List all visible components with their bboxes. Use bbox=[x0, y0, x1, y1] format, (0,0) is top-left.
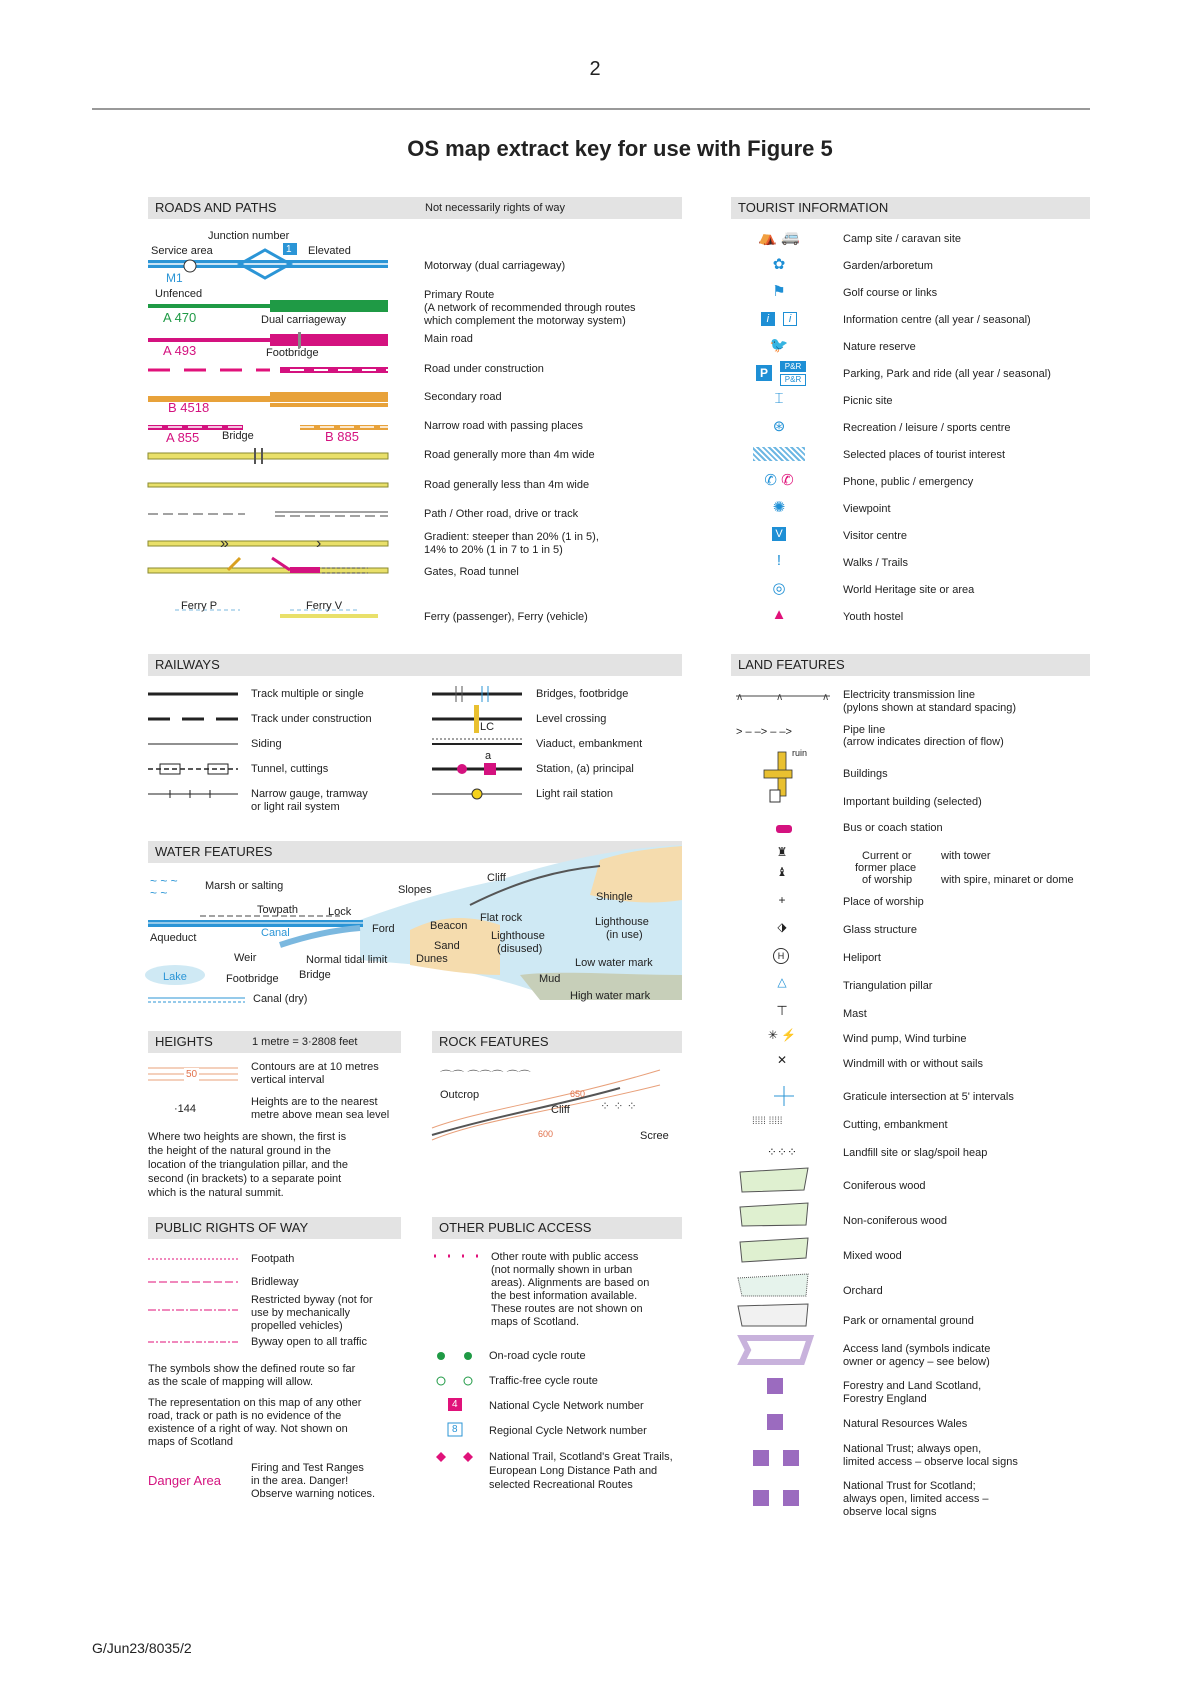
garden-icon: ✿ bbox=[772, 256, 786, 273]
rail-item-level-crossing: Level crossing bbox=[536, 713, 607, 725]
wind-pump-turbine-icon: ✳ ⚡ bbox=[767, 1028, 797, 1042]
land-item-buildings: Buildings bbox=[843, 768, 888, 780]
water-shingle: Shingle bbox=[596, 891, 633, 903]
water-disused: (disused) bbox=[497, 943, 543, 955]
land-item-nonconiferous: Non-coniferous wood bbox=[843, 1215, 947, 1227]
opa-other2: (not normally shown in urban bbox=[491, 1264, 633, 1276]
road-item-path: Path / Other road, drive or track bbox=[424, 508, 579, 520]
danger-text2: in the area. Danger! bbox=[251, 1475, 349, 1487]
heights-note2: the height of the natural ground in the bbox=[148, 1145, 331, 1157]
label-a470: A 470 bbox=[163, 310, 197, 325]
spot-text2: metre above mean sea level bbox=[251, 1109, 390, 1121]
land-item-electricity-note: (pylons shown at standard spacing) bbox=[843, 702, 1017, 714]
rcn-number: 8 bbox=[452, 1424, 458, 1435]
rail-item-light-station: Light rail station bbox=[536, 788, 614, 800]
water-high-water: High water mark bbox=[570, 990, 651, 1002]
rock-600: 600 bbox=[538, 1129, 554, 1139]
prow-header: PUBLIC RIGHTS OF WAY bbox=[148, 1217, 401, 1239]
label-a855: A 855 bbox=[166, 430, 200, 445]
svg-text:»: » bbox=[220, 535, 229, 552]
rock-scree: Scree bbox=[640, 1130, 669, 1142]
prow-note2b: road, track or path is no evidence of the bbox=[148, 1410, 342, 1422]
svg-text:∧: ∧ bbox=[776, 692, 784, 703]
svg-text:∧: ∧ bbox=[822, 692, 830, 703]
prow-note2a: The representation on this map of any other bbox=[148, 1397, 362, 1409]
ruin-label: ruin bbox=[792, 748, 808, 758]
rail-item-tunnel: Tunnel, cuttings bbox=[251, 763, 329, 775]
land-item-heliport: Heliport bbox=[843, 952, 881, 964]
ncn-number: 4 bbox=[452, 1399, 458, 1410]
land-item-forestry2: Forestry England bbox=[843, 1393, 927, 1405]
railways-header: RAILWAYS bbox=[148, 654, 682, 676]
prow-note2d: maps of Scotland bbox=[148, 1436, 233, 1448]
tourist-item-viewpoint: Viewpoint bbox=[843, 503, 891, 515]
label-dual-carriageway: Dual carriageway bbox=[261, 314, 346, 326]
parking-p: P bbox=[756, 365, 772, 381]
tourist-item-camp: Camp site / caravan site bbox=[843, 233, 961, 245]
mast-icon: ⊤ bbox=[776, 1003, 788, 1018]
water-cliff: Cliff bbox=[487, 872, 506, 884]
land-item-nts1: National Trust for Scotland; bbox=[843, 1480, 976, 1492]
spot-height: ·144 bbox=[174, 1103, 197, 1115]
prow-restricted2: use by mechanically bbox=[251, 1307, 351, 1319]
rail-lc-label: LC bbox=[480, 721, 495, 733]
svg-text:∧: ∧ bbox=[736, 692, 744, 703]
park-ride-outline: P&R bbox=[780, 374, 806, 386]
opa-other1: Other route with public access bbox=[491, 1251, 639, 1263]
prow-note1a: The symbols show the defined route so far bbox=[148, 1363, 356, 1375]
tourist-item-visitor: Visitor centre bbox=[843, 530, 907, 542]
water-footbridge: Footbridge bbox=[226, 973, 279, 985]
water-dunes: Dunes bbox=[416, 953, 448, 965]
phone-icon: ✆ ✆ bbox=[764, 472, 794, 489]
land-item-landfill: Landfill site or slag/spoil heap bbox=[843, 1147, 988, 1159]
opa-other5: These routes are not shown on bbox=[491, 1303, 643, 1315]
place-of-worship-icon: + bbox=[778, 893, 786, 907]
tourist-item-golf: Golf course or links bbox=[843, 287, 938, 299]
svg-text:⁘ ⁘ ⁘: ⁘ ⁘ ⁘ bbox=[600, 1099, 637, 1113]
worship-tower-icon: ♜ bbox=[776, 845, 788, 859]
tourist-item-walks: Walks / Trails bbox=[843, 557, 908, 569]
land-item-graticule: Graticule intersection at 5' intervals bbox=[843, 1091, 1014, 1103]
info-icon-outline: i bbox=[783, 312, 797, 326]
roads-header-title: ROADS AND PATHS bbox=[155, 200, 277, 215]
rail-item-siding: Siding bbox=[251, 738, 282, 750]
tourist-item-phone: Phone, public / emergency bbox=[843, 476, 974, 488]
label-a493: A 493 bbox=[163, 343, 197, 358]
water-normal-tidal: Normal tidal limit bbox=[306, 954, 388, 966]
rail-item-track: Track multiple or single bbox=[251, 688, 364, 700]
opa-other6: maps of Scotland. bbox=[491, 1316, 580, 1328]
contour-text2: vertical interval bbox=[251, 1074, 325, 1086]
heliport-icon: H bbox=[773, 948, 789, 964]
walks-icon: ! bbox=[776, 552, 782, 569]
contour-text1: Contours are at 10 metres bbox=[251, 1061, 379, 1073]
water-marsh: Marsh or salting bbox=[205, 880, 284, 892]
land-item-important-building: Important building (selected) bbox=[843, 796, 982, 808]
road-item-ferry: Ferry (passenger), Ferry (vehicle) bbox=[424, 611, 588, 623]
label-elevated: Elevated bbox=[308, 245, 351, 257]
rail-item-light-rail: or light rail system bbox=[251, 801, 340, 813]
road-item-over4m: Road generally more than 4m wide bbox=[424, 449, 595, 461]
opa-ncn: National Cycle Network number bbox=[489, 1400, 644, 1412]
svg-text:›: › bbox=[316, 535, 322, 552]
land-item-nrw: Natural Resources Wales bbox=[843, 1418, 968, 1430]
opa-onroad: On-road cycle route bbox=[489, 1350, 586, 1362]
triangulation-icon: △ bbox=[777, 975, 787, 989]
water-canal: Canal bbox=[261, 927, 290, 939]
land-item-access2: owner or agency – see below) bbox=[843, 1356, 990, 1368]
land-item-nt1: National Trust; always open, bbox=[843, 1443, 982, 1455]
camp-caravan-icon: ⛺ 🚐 bbox=[758, 229, 800, 246]
danger-area: Danger Area bbox=[148, 1473, 221, 1488]
road-item-primary-note2: which complement the motorway system) bbox=[424, 315, 626, 327]
world-heritage-icon: ◎ bbox=[772, 580, 786, 597]
water-mud: Mud bbox=[539, 973, 561, 985]
road-item-motorway: Motorway (dual carriageway) bbox=[424, 260, 566, 272]
water-slopes: Slopes bbox=[398, 884, 432, 896]
land-item-nts3: observe local signs bbox=[843, 1506, 937, 1518]
glass-structure-icon: ⬗ bbox=[777, 920, 787, 934]
prow-restricted3: propelled vehicles) bbox=[251, 1320, 343, 1332]
svg-text:⁞⁞⁞⁞⁞ ⁞⁞⁞⁞⁞: ⁞⁞⁞⁞⁞ ⁞⁞⁞⁞⁞ bbox=[752, 1116, 783, 1127]
info-icon-solid: i bbox=[761, 312, 775, 326]
rail-item-construction: Track under construction bbox=[251, 713, 372, 725]
prow-note2c: existence of a right of way. Not shown on bbox=[148, 1423, 348, 1435]
prow-restricted1: Restricted byway (not for bbox=[251, 1294, 373, 1306]
road-item-gradient1: Gradient: steeper than 20% (1 in 5), bbox=[424, 531, 599, 543]
heights-note1: Where two heights are shown, the first is bbox=[148, 1131, 347, 1143]
label-ferry-v: Ferry V bbox=[306, 600, 343, 612]
rail-item-narrow-gauge: Narrow gauge, tramway bbox=[251, 788, 368, 800]
water-canal-dry: Canal (dry) bbox=[253, 993, 308, 1005]
road-item-under4m: Road generally less than 4m wide bbox=[424, 479, 590, 491]
rail-a-label: a bbox=[485, 750, 492, 762]
worship-label3: of worship bbox=[862, 874, 913, 886]
svg-text:~ ~: ~ ~ bbox=[150, 886, 168, 900]
water-bridge: Bridge bbox=[299, 969, 331, 981]
road-item-gates: Gates, Road tunnel bbox=[424, 566, 519, 578]
opa-rcn: Regional Cycle Network number bbox=[489, 1425, 647, 1437]
water-low-water: Low water mark bbox=[575, 957, 653, 969]
land-item-mast: Mast bbox=[843, 1008, 867, 1020]
page-number: 2 bbox=[589, 58, 601, 80]
svg-text:⌒⌒ ⌒⌒⌒ ⌒⌒: ⌒⌒ ⌒⌒⌒ ⌒⌒ bbox=[440, 1069, 531, 1083]
road-item-primary: Primary Route bbox=[424, 289, 495, 301]
label-m1: M1 bbox=[166, 271, 183, 285]
land-item-wind: Wind pump, Wind turbine bbox=[843, 1033, 967, 1045]
heights-note3: location of the triangulation pillar, and the bbox=[148, 1159, 348, 1171]
road-item-narrow: Narrow road with passing places bbox=[424, 420, 583, 432]
water-flat-rock: Flat rock bbox=[480, 912, 523, 924]
land-item-park: Park or ornamental ground bbox=[843, 1315, 974, 1327]
rock-650: 650 bbox=[570, 1089, 586, 1099]
spot-text1: Heights are to the nearest bbox=[251, 1096, 378, 1108]
water-lighthouse-in-use: Lighthouse bbox=[595, 916, 649, 928]
road-item-gradient2: 14% to 20% (1 in 7 to 1 in 5) bbox=[424, 544, 563, 556]
tourist-item-parking: Parking, Park and ride (all year / seasonal) bbox=[843, 368, 1051, 380]
tourist-item-picnic: Picnic site bbox=[843, 395, 893, 407]
water-lake: Lake bbox=[163, 971, 187, 983]
heights-header-note: 1 metre = 3·2808 feet bbox=[252, 1036, 358, 1048]
road-item-construction: Road under construction bbox=[424, 363, 544, 375]
land-item-cutting: Cutting, embankment bbox=[843, 1119, 948, 1131]
opa-trail2: European Long Distance Path and bbox=[489, 1465, 658, 1477]
land-item-forestry1: Forestry and Land Scotland, bbox=[843, 1380, 982, 1392]
golf-icon: ⚑ bbox=[772, 283, 786, 300]
windmill-icon: ✕ bbox=[776, 1053, 788, 1067]
water-beacon: Beacon bbox=[430, 920, 468, 932]
land-item-orchard: Orchard bbox=[843, 1285, 883, 1297]
prow-byway: Byway open to all traffic bbox=[251, 1336, 367, 1348]
prow-footpath: Footpath bbox=[251, 1253, 295, 1265]
prow-bridleway: Bridleway bbox=[251, 1276, 299, 1288]
landfill-icon: ⁘⁘⁘ bbox=[766, 1145, 798, 1159]
rock-outcrop: Outcrop bbox=[440, 1089, 480, 1101]
danger-text3: Observe warning notices. bbox=[251, 1488, 376, 1500]
road-item-primary-note1: (A network of recommended through routes bbox=[424, 302, 636, 314]
land-item-glass: Glass structure bbox=[843, 924, 917, 936]
heights-note4: second (in brackets) to a separate point bbox=[148, 1173, 342, 1185]
pipe-line-symbol: > – –> – –> bbox=[736, 726, 792, 738]
rail-item-bridges: Bridges, footbridge bbox=[536, 688, 629, 700]
visitor-centre-icon: V bbox=[772, 527, 786, 541]
land-item-windmill: Windmill with or without sails bbox=[843, 1058, 983, 1070]
page-title: OS map extract key for use with Figure 5 bbox=[407, 136, 833, 161]
water-header: WATER FEATURES bbox=[148, 841, 682, 863]
land-header: LAND FEATURES bbox=[731, 654, 1090, 676]
water-lock: Lock bbox=[328, 906, 352, 918]
water-aqueduct: Aqueduct bbox=[150, 932, 197, 944]
land-item-triangulation: Triangulation pillar bbox=[843, 980, 933, 992]
water-towpath: Towpath bbox=[257, 904, 298, 916]
land-item-pipe-note: (arrow indicates direction of flow) bbox=[843, 736, 1004, 748]
worship-label1: Current or bbox=[862, 850, 912, 862]
opa-other3: areas). Alignments are based on bbox=[491, 1277, 650, 1289]
land-item-pipe: Pipe line bbox=[843, 724, 886, 736]
tourist-item-info: Information centre (all year / seasonal) bbox=[843, 314, 1031, 326]
water-ford: Ford bbox=[372, 923, 395, 935]
rail-item-station: Station, (a) principal bbox=[536, 763, 634, 775]
danger-text1: Firing and Test Ranges bbox=[251, 1462, 364, 1474]
label-junction-number: Junction number bbox=[208, 230, 290, 242]
rock-cliff: Cliff bbox=[551, 1104, 570, 1116]
tourist-item-recreation: Recreation / leisure / sports centre bbox=[843, 422, 1011, 434]
recreation-icon: ⊛ bbox=[772, 418, 786, 435]
tourist-item-heritage: World Heritage site or area bbox=[843, 584, 975, 596]
park-ride-solid: P&R bbox=[780, 361, 806, 372]
water-lighthouse-disused: Lighthouse bbox=[491, 930, 545, 942]
tourist-item-garden: Garden/arboretum bbox=[843, 260, 933, 272]
opa-other4: the best information available. bbox=[491, 1290, 638, 1302]
label-b4518: B 4518 bbox=[168, 400, 210, 415]
land-item-nt2: limited access – observe local signs bbox=[843, 1456, 1018, 1468]
tourist-header: TOURIST INFORMATION bbox=[731, 197, 1090, 219]
label-junction-num: 1 bbox=[286, 244, 292, 255]
land-item-nts2: always open, limited access – bbox=[843, 1493, 989, 1505]
road-item-main: Main road bbox=[424, 333, 473, 345]
label-unfenced: Unfenced bbox=[155, 288, 203, 300]
worship-tower: with tower bbox=[941, 850, 991, 862]
opa-trafficfree: Traffic-free cycle route bbox=[489, 1375, 598, 1387]
opa-header: OTHER PUBLIC ACCESS bbox=[432, 1217, 682, 1239]
road-item-secondary: Secondary road bbox=[424, 391, 502, 403]
water-in-use: (in use) bbox=[606, 929, 643, 941]
roads-header-note: Not necessarily rights of way bbox=[425, 202, 565, 214]
land-item-access1: Access land (symbols indicate bbox=[843, 1343, 991, 1355]
opa-trail3: selected Recreational Routes bbox=[489, 1479, 633, 1491]
land-item-worship: Place of worship bbox=[843, 896, 924, 908]
nature-reserve-icon: 🐦 bbox=[769, 337, 789, 354]
prow-note1b: as the scale of mapping will allow. bbox=[148, 1376, 314, 1388]
land-item-mixed: Mixed wood bbox=[843, 1250, 902, 1262]
contour-value: 50 bbox=[186, 1069, 198, 1080]
label-service-area: Service area bbox=[151, 245, 213, 257]
water-sand: Sand bbox=[434, 940, 460, 952]
opa-trail1: National Trail, Scotland's Great Trails, bbox=[489, 1451, 673, 1463]
viewpoint-icon: ✺ bbox=[772, 499, 786, 516]
worship-label2: former place bbox=[855, 862, 917, 874]
worship-spire-icon: ♝ bbox=[776, 865, 788, 879]
land-item-electricity: Electricity transmission line bbox=[843, 689, 976, 701]
label-ferry-p: Ferry P bbox=[181, 600, 218, 612]
worship-spire: with spire, minaret or dome bbox=[941, 874, 1074, 886]
water-weir: Weir bbox=[234, 952, 257, 964]
land-item-bus-station: Bus or coach station bbox=[843, 822, 943, 834]
land-item-coniferous: Coniferous wood bbox=[843, 1180, 926, 1192]
heights-note5: which is the natural summit. bbox=[148, 1187, 284, 1199]
rock-header: ROCK FEATURES bbox=[432, 1031, 682, 1053]
heights-header-title: HEIGHTS bbox=[155, 1034, 213, 1049]
label-footbridge: Footbridge bbox=[266, 347, 319, 359]
label-bridge: Bridge bbox=[222, 430, 254, 442]
rail-item-viaduct: Viaduct, embankment bbox=[536, 738, 643, 750]
youth-hostel-icon: ▲ bbox=[771, 606, 787, 623]
tourist-item-hostel: Youth hostel bbox=[843, 611, 904, 623]
tourist-item-interest: Selected places of tourist interest bbox=[843, 449, 1006, 461]
label-b885: B 885 bbox=[325, 429, 359, 444]
footer-code: G/Jun23/8035/2 bbox=[92, 1640, 192, 1656]
svg-text:~ ~ ~: ~ ~ ~ bbox=[150, 874, 178, 888]
picnic-icon: ⌶ bbox=[774, 390, 784, 407]
tourist-item-nature: Nature reserve bbox=[843, 341, 916, 353]
